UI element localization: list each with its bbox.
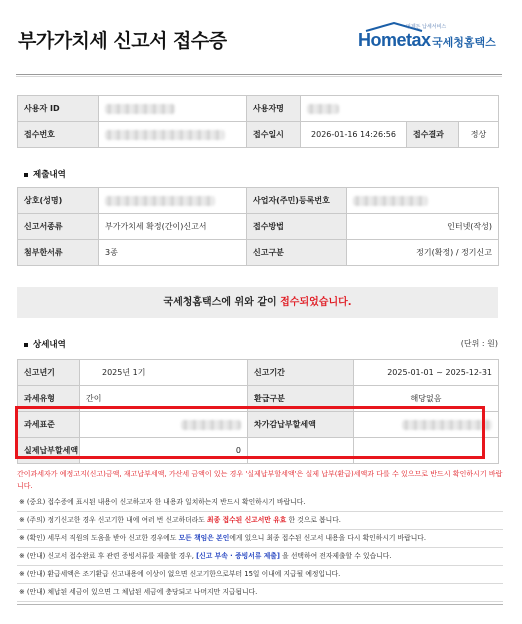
receipt-datetime-value: 2026-01-16 14:26:56 [301,122,407,148]
receipt-datetime-label: 접수일시 [247,122,301,148]
taxbase-label: 과세표준 [18,412,80,438]
attach-value: 3종 [99,240,247,266]
actual-value: 0 [80,438,248,464]
user-id-label: 사용자 ID [18,96,99,122]
warning-text: 간이과세자가 예정고지(신고)금액, 재고납부세액, 가산세 금액이 있는 경우 '실제납부할세액'은 실제 납부(환급)세액과 다를 수 있으므로 반드시 확인하시기 바랍니다. [17,470,503,490]
user-name-label: 사용자명 [247,96,301,122]
category-value: 정기(확정) / 정기신고 [347,240,499,266]
note-item: ※ (안내) 체납된 세금이 있으면 그 체납된 세금에 충당되고 나머지만 지급됩니다. [17,584,503,602]
actual-label: 실제납부할세액 [18,438,80,464]
receipt-no-value-redacted [99,122,247,148]
attach-label: 첨부한서류 [18,240,99,266]
highlight-box [15,406,485,459]
user-name-value-redacted [301,96,499,122]
note-item: ※ (안내) 환급세액은 조기환급 신고내용에 이상이 없으면 신고기한으로부터 15일 이내에 지급될 예정입니다. [17,566,503,584]
note-item: ※ (주의) 정기신고한 경우 신고기한 내에 여러 번 신고하더라도 최종 접수된 신고서만 유효 한 것으로 봅니다. [17,512,503,530]
submission-section-title: 제출내역 [24,168,66,180]
page-header [0,0,522,78]
user-id-value-redacted [99,96,247,122]
period-label: 신고기간 [248,360,354,386]
method-value: 인터넷(작성) [347,214,499,240]
bullet-square-icon [24,173,28,177]
company-value-redacted [99,188,247,214]
method-label: 접수방법 [247,214,347,240]
taxtype-label: 과세유형 [18,386,80,412]
form-type-label: 신고서종류 [18,214,99,240]
company-label: 상호(성명) [18,188,99,214]
page-title: 부가가치세 신고서 접수증 [18,30,227,52]
refund-label: 환급구분 [248,386,354,412]
header-divider-light [16,76,502,77]
bullet-square-icon [24,343,28,347]
form-type-value: 부가가치세 확정(간이)신고서 [99,214,247,240]
logo-hometax: Hometax [358,30,431,50]
note-item: ※ (중요) 접수증에 표시된 내용이 신고하고자 한 내용과 일치하는지 반드시 확인하시기 바랍니다. [17,494,503,512]
year-value: 2025년 1기 [80,360,248,386]
bizno-label: 사업자(주민)등록번호 [247,188,347,214]
detail-section-title: 상세내역 [24,338,66,350]
deduct-label: 차가감납부할세액 [248,412,354,438]
hometax-logo [358,22,508,58]
submission-table [17,187,499,266]
year-label: 신고년기 [18,360,80,386]
logo-nts: 국세청홈택스 [432,36,496,49]
unit-label: (단위 : 원) [460,339,498,348]
receipt-confirm-banner [17,287,498,318]
receipt-result-value: 정상 [459,122,499,148]
header-divider [16,74,502,75]
category-label: 신고구분 [247,240,347,266]
banner-text: 국세청홈택스에 위와 같이 [163,297,281,308]
logo-tagline: 언제든 납세서비스 [406,24,447,30]
period-value: 2025-01-01 ~ 2025-12-31 [354,360,499,386]
notes-list [17,494,503,602]
receipt-result-label: 접수결과 [407,122,459,148]
banner-text-red: 접수되었습니다. [280,297,352,308]
taxtype-value: 간이 [80,386,248,412]
bizno-value-redacted [347,188,499,214]
summary-table [17,95,499,148]
note-item: ※ (확인) 세무서 직원의 도움을 받아 신고한 경우에도 모든 책임은 본인에게 있으니 최종 접수된 신고서 내용을 다시 확인하시기 바랍니다. [17,530,503,548]
note-item: ※ (안내) 신고서 접수완료 후 관련 증빙서류를 제출할 경우, [신고 부속 · 증빙서류 제출] 을 선택하여 전자제출할 수 있습니다. [17,548,503,566]
bottom-divider [17,604,503,605]
refund-value: 해당없음 [354,386,499,412]
receipt-no-label: 접수번호 [18,122,99,148]
